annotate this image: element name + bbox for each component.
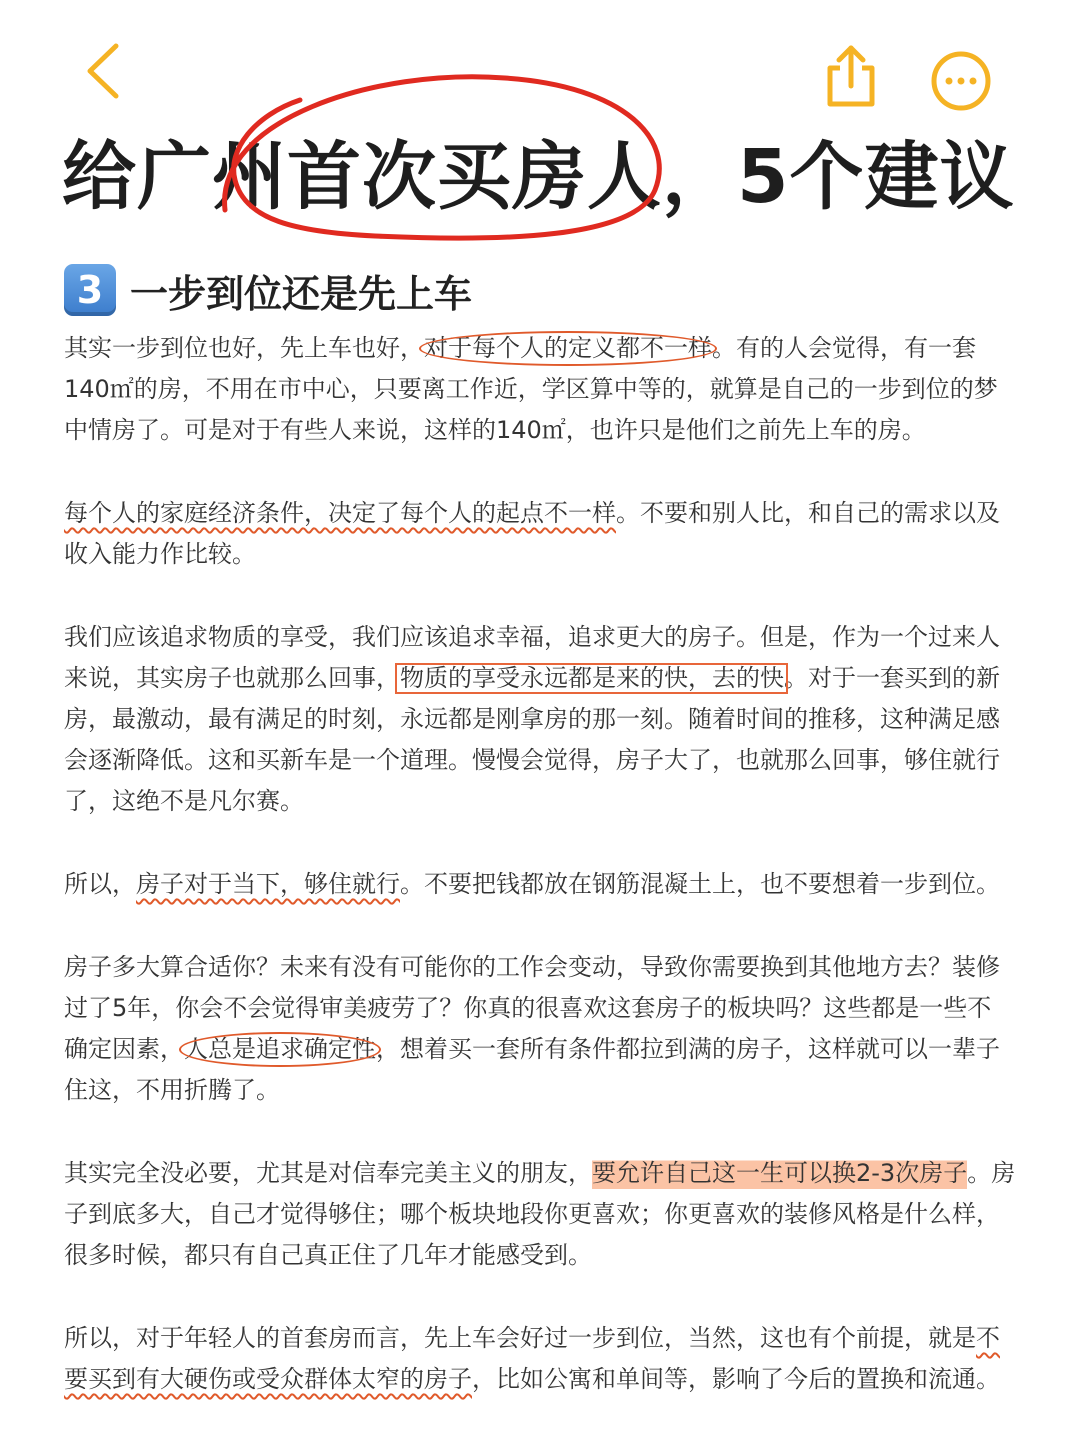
text-line	[64, 1235, 1039, 1276]
paragraph-gap	[64, 905, 1039, 947]
paragraph-gap	[64, 822, 1039, 864]
text-line	[64, 1153, 1039, 1194]
text-line	[64, 1194, 1039, 1235]
boxed-text: 物质的享受永远都是来的快，去的快	[400, 658, 784, 699]
text-span: 房子多大算合适你？未来有没有可能你的工作会变动，导致你需要换到其他地方去？装修	[64, 953, 1000, 981]
text-line	[64, 534, 1039, 575]
text-span: 其实一步到位也好，先上车也好，	[64, 334, 424, 362]
text-span: 。对于一套买到的新	[784, 664, 1000, 692]
text-line	[64, 658, 1039, 699]
text-span: 中情房了。可是对于有些人来说，这样的140㎡，也许只是他们之前先上车的房。	[64, 416, 926, 444]
text-span: 其实完全没必要，尤其是对信奉完美主义的朋友，	[64, 1159, 592, 1187]
text-line	[64, 617, 1039, 658]
highlighted-text: 要允许自己这一生可以换2-3次房子	[592, 1153, 967, 1194]
text-span: 很多时候，都只有自己真正住了几年才能感受到。	[64, 1241, 592, 1269]
number-3-keycap-icon: 3	[64, 264, 116, 316]
paragraph-gap	[64, 1111, 1039, 1153]
text-line	[64, 1070, 1039, 1111]
text-span: ，比如公寓和单间等，影响了今后的置换和流通。	[472, 1365, 1000, 1393]
section-title: 一步到位还是先上车	[130, 271, 473, 316]
text-span: ，想着买一套所有条件都拉到满的房子，这样就可以一辈子	[376, 1035, 1000, 1063]
text-span: 房，最激动，最有满足的时刻，永远都是刚拿房的那一刻。随着时间的推移，这种满足感	[64, 705, 1000, 733]
text-span: 来说，其实房子也就那么回事，	[64, 664, 400, 692]
text-line	[64, 740, 1039, 781]
text-span: 过了5年，你会不会觉得审美疲劳了？你真的很喜欢这套房子的板块吗？这些都是一些不	[64, 994, 992, 1022]
text-span: 子到底多大，自己才觉得够住；哪个板块地段你更喜欢；你更喜欢的装修风格是什么样，	[64, 1200, 1000, 1228]
text-span: 收入能力作比较。	[64, 540, 256, 568]
paragraph-gap	[64, 1276, 1039, 1318]
text-line	[64, 864, 1039, 905]
underlined-text: 每个人的家庭经济条件，决定了每个人的起点不一样	[64, 499, 616, 527]
text-line	[64, 369, 1039, 410]
underlined-text: 不	[976, 1324, 1000, 1352]
text-span: 会逐渐降低。这和买新车是一个道理。慢慢会觉得，房子大了，也就那么回事，够住就行	[64, 746, 1000, 774]
text-line	[64, 493, 1039, 534]
section-header	[64, 262, 472, 318]
text-line	[64, 1029, 1039, 1070]
more-icon[interactable]	[930, 50, 992, 112]
article-body	[64, 328, 1039, 1400]
title-circle-annotation	[205, 60, 685, 250]
circled-text: 对于每个人的定义都不一样	[424, 328, 712, 369]
text-line	[64, 1359, 1039, 1400]
share-icon[interactable]	[822, 42, 880, 110]
text-span: 所以，	[64, 870, 136, 898]
text-span: 。不要和别人比，和自己的需求以及	[616, 499, 1000, 527]
chevron-left-icon[interactable]	[80, 40, 130, 102]
text-line	[64, 410, 1039, 451]
text-span: 。有的人会觉得，有一套	[712, 334, 976, 362]
text-line	[64, 1318, 1039, 1359]
underlined-text: 要买到有大硬伤或受众群体太窄的房子	[64, 1365, 472, 1393]
text-span: 确定因素，	[64, 1035, 184, 1063]
text-span: 。房	[967, 1159, 1016, 1187]
page-title: 给广州首次买房人，5个建议	[62, 134, 1015, 220]
text-line	[64, 699, 1039, 740]
text-span: 。不要把钱都放在钢筋混凝土上，也不要想着一步到位。	[400, 870, 1000, 898]
paragraph-gap	[64, 575, 1039, 617]
text-span: 住这，不用折腾了。	[64, 1076, 280, 1104]
paragraph-gap	[64, 451, 1039, 493]
underlined-text: 房子对于当下，够住就行	[136, 870, 400, 898]
text-span: 了，这绝不是凡尔赛。	[64, 787, 304, 815]
text-span: 140㎡的房，不用在市中心，只要离工作近，学区算中等的，就算是自己的一步到位的梦	[64, 375, 998, 403]
circled-text: 人总是追求确定性	[184, 1029, 376, 1070]
text-line	[64, 947, 1039, 988]
text-span: 所以，对于年轻人的首套房而言，先上车会好过一步到位，当然，这也有个前提，就是	[64, 1324, 976, 1352]
text-line	[64, 988, 1039, 1029]
text-line	[64, 781, 1039, 822]
text-span: 我们应该追求物质的享受，我们应该追求幸福，追求更大的房子。但是，作为一个过来人	[64, 623, 1000, 651]
text-line	[64, 328, 1039, 369]
